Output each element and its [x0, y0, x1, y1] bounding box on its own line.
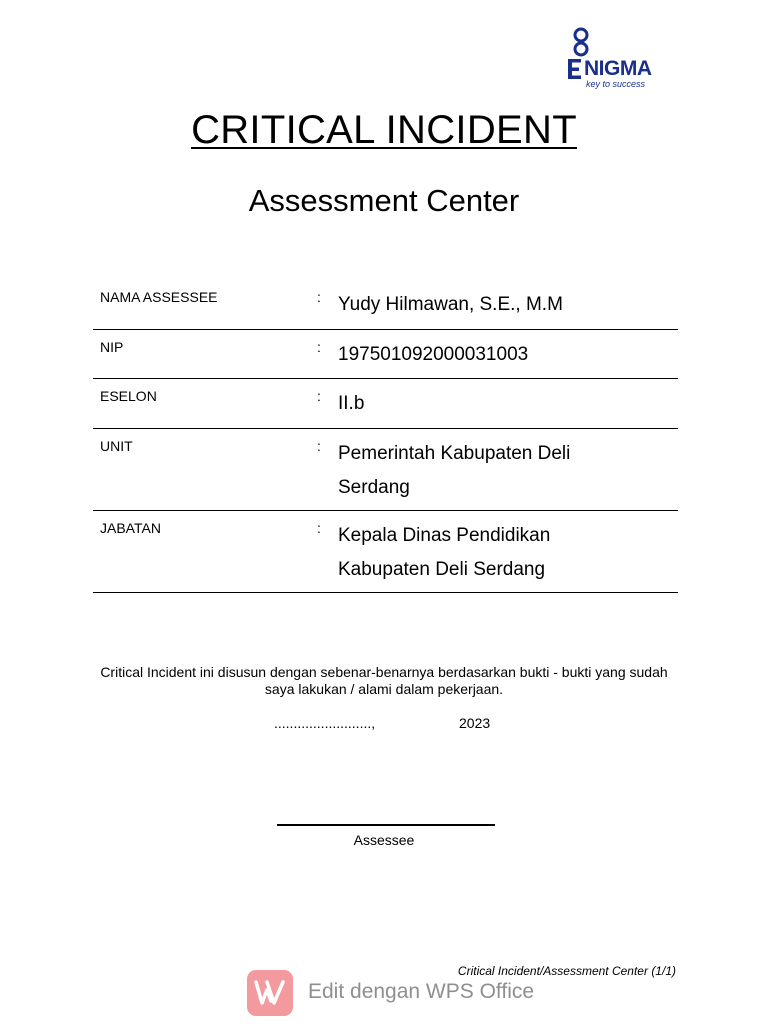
field-separator: : [317, 520, 321, 536]
wps-edit-banner[interactable] [247, 968, 547, 1016]
field-row-jabatan [93, 511, 678, 593]
field-value: 197501092000031003 [338, 344, 529, 365]
signature-line [277, 824, 495, 826]
wps-logo-icon [247, 970, 293, 1016]
field-row-nip [93, 330, 678, 379]
logo-wordmark: NIGMA [584, 57, 652, 80]
field-label: UNIT [100, 438, 133, 454]
field-label: NAMA ASSESSEE [100, 289, 218, 305]
field-row-nama-assessee [93, 280, 678, 330]
signature-year: 2023 [459, 715, 491, 731]
declaration-statement: Critical Incident ini disusun dengan sebenar-benarnya berdasarkan bukti - bukti yang sudah saya lakukan / alami dalam pekerjaan. [100, 664, 668, 697]
field-row-eselon [93, 379, 678, 429]
field-label: JABATAN [100, 520, 161, 536]
field-value: Yudy Hilmawan, S.E., M.M [338, 294, 563, 315]
wps-edit-link[interactable]: Edit dengan WPS Office [308, 980, 535, 1003]
field-value: II.b [338, 393, 365, 414]
enigma-logo [566, 26, 676, 94]
assessee-info-table [93, 280, 678, 593]
field-separator: : [317, 339, 321, 355]
field-label: ESELON [100, 388, 157, 404]
signature-label: Assessee [353, 832, 415, 848]
field-label: NIP [100, 339, 124, 355]
document-title: CRITICAL INCIDENT [191, 108, 577, 152]
field-value: Kepala Dinas Pendidikan Kabupaten Deli Serdang [338, 525, 551, 580]
document-subtitle: Assessment Center [248, 183, 520, 218]
logo-tagline: key to success [586, 79, 646, 89]
place-date-blank: ........................., [274, 715, 376, 731]
field-value: Pemerintah Kabupaten Deli Serdang [338, 443, 571, 498]
field-separator: : [317, 438, 321, 454]
field-row-unit [93, 429, 678, 511]
page-footer-note: Critical Incident/Assessment Center (1/1) [457, 964, 676, 978]
field-separator: : [317, 289, 321, 305]
field-separator: : [317, 388, 321, 404]
